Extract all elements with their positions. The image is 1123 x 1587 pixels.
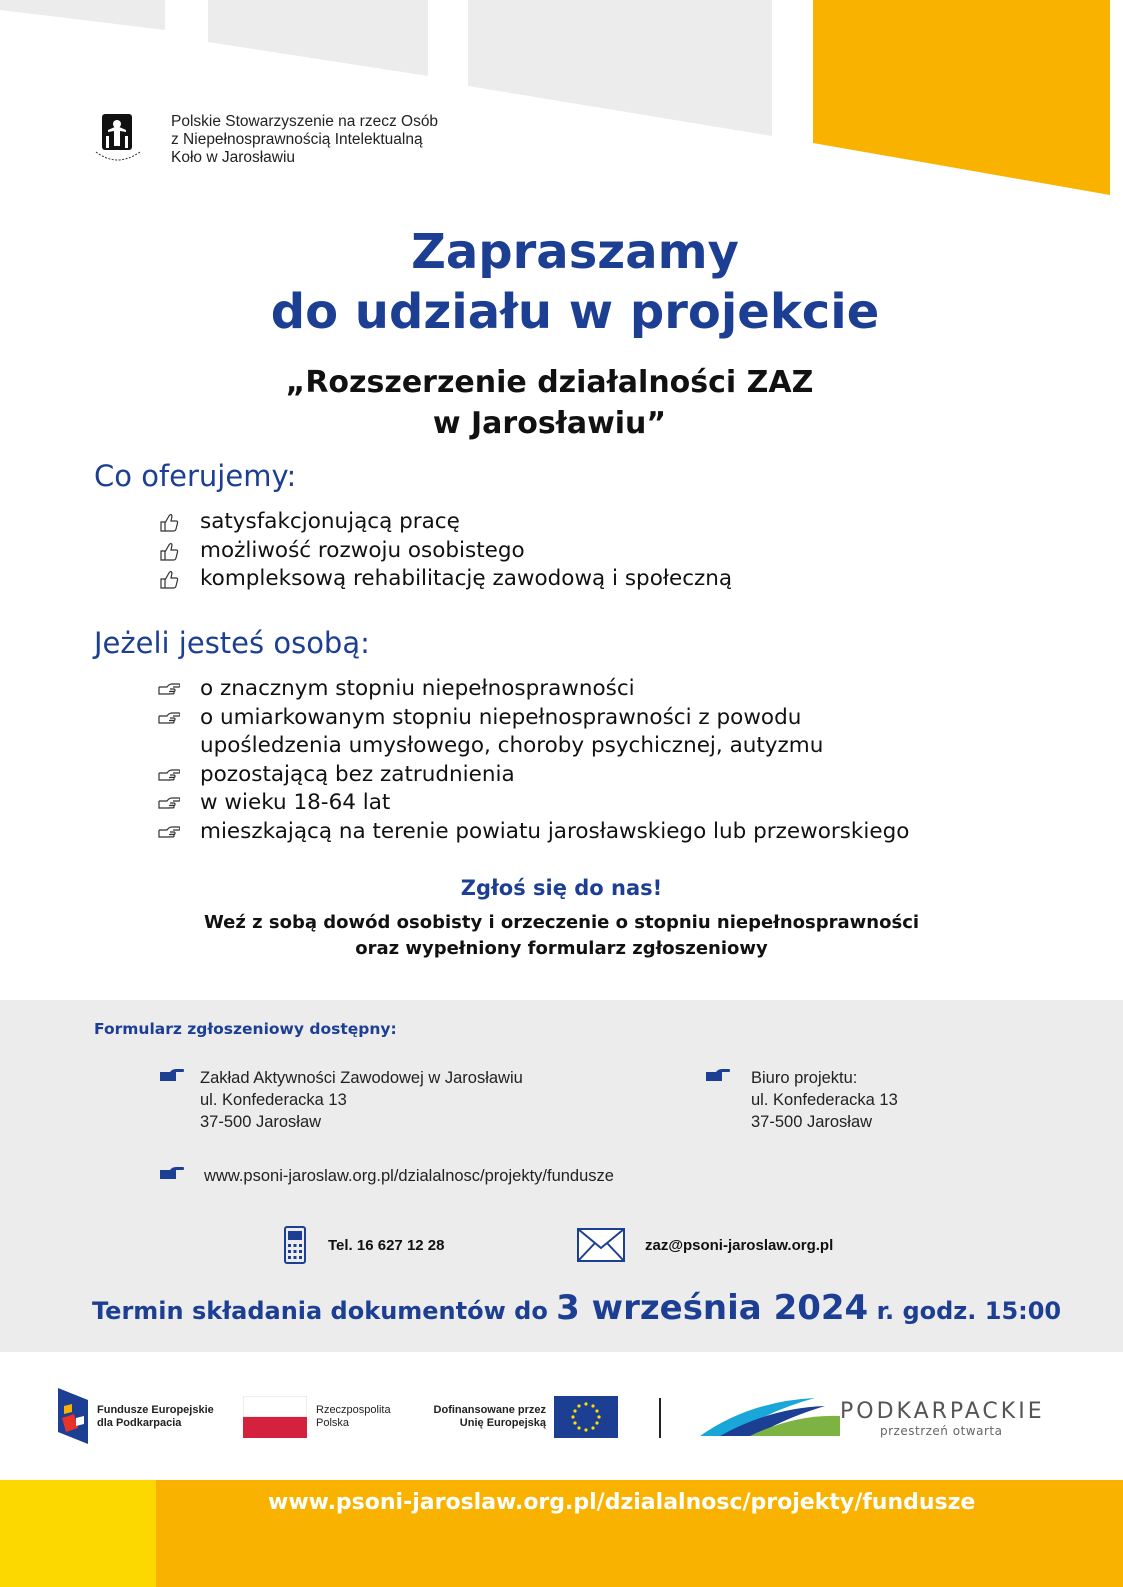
eligibility-list xyxy=(158,675,909,847)
list-item: możliwość rozwoju osobistego xyxy=(158,537,732,566)
phone-number: Tel. 16 627 12 28 xyxy=(328,1237,445,1254)
form-availability-heading: Formularz zgłoszeniowy dostępny: xyxy=(94,1020,397,1038)
podkarpackie-tagline: przestrzeń otwarta xyxy=(880,1424,1003,1438)
list-item: kompleksową rehabilitację zawodową i społeczną xyxy=(158,565,732,594)
page-title: Zapraszamy do udziału w projekcie xyxy=(270,224,880,340)
thumbs-up-icon xyxy=(158,537,180,565)
footer-bar xyxy=(0,1480,1123,1587)
logo-divider xyxy=(659,1398,661,1438)
offer-heading: Co oferujemy: xyxy=(94,459,297,493)
eu-flag-icon xyxy=(554,1396,618,1438)
mobile-phone-icon xyxy=(284,1226,306,1264)
list-item: satysfakcjonującą pracę xyxy=(158,508,732,537)
list-item: pozostającą bez zatrudnienia xyxy=(158,761,909,790)
podkarpackie-name: PODKARPACKIE xyxy=(840,1399,1045,1424)
pointing-hand-icon xyxy=(158,675,180,703)
polish-flag-icon xyxy=(243,1396,307,1438)
rzeczpospolita-label: Rzeczpospolita Polska xyxy=(316,1404,391,1429)
thumbs-up-icon xyxy=(158,565,180,593)
pointing-hand-icon xyxy=(158,704,180,732)
cta-instructions: Weź z sobą dowód osobisty i orzeczenie o stopniu niepełnosprawności oraz wypełniony formularz zgłoszeniowy xyxy=(203,912,920,959)
pointing-hand-icon xyxy=(160,1069,184,1083)
pointing-hand-icon xyxy=(706,1069,730,1083)
pointing-hand-icon xyxy=(158,761,180,789)
deadline: Termin składania dokumentów do 3 września 2024 r. godz. 15:00 xyxy=(92,1288,1062,1328)
thumbs-up-icon xyxy=(158,508,180,536)
envelope-icon xyxy=(577,1228,625,1262)
footer-stripe xyxy=(0,1480,156,1587)
top-decoration xyxy=(0,0,1123,200)
list-item: mieszkającą na terenie powiatu jarosławskiego lub przeworskiego xyxy=(158,818,909,847)
cta-heading: Zgłoś się do nas! xyxy=(460,876,663,900)
project-name: „Rozszerzenie działalności ZAZ w Jarosławiu” xyxy=(285,365,814,441)
psoni-logo-icon xyxy=(92,112,144,170)
list-item: o znacznym stopniu niepełnosprawności xyxy=(158,675,909,704)
eligibility-heading: Jeżeli jesteś osobą: xyxy=(94,626,370,660)
pointing-hand-icon xyxy=(158,818,180,846)
list-item: w wieku 18-64 lat xyxy=(158,789,909,818)
eu-funding-label: Dofinansowane przez Unię Europejską xyxy=(433,1404,546,1429)
organization-name: Polskie Stowarzyszenie na rzecz Osób z Niepełnosprawnością Intelektualną Koło w Jarosławiu xyxy=(171,113,439,166)
email-link[interactable]: zaz@psoni-jaroslaw.org.pl xyxy=(645,1237,834,1254)
offer-list xyxy=(158,508,732,594)
fundusze-europejskie-label: Fundusze Europejskie dla Podkarpacia xyxy=(97,1404,214,1429)
pointing-hand-icon xyxy=(160,1167,184,1181)
address-project-office: Biuro projektu: ul. Konfederacka 13 37-500 Jarosław xyxy=(751,1069,898,1131)
podkarpackie-logo-icon xyxy=(700,1396,840,1438)
list-item: o umiarkowanym stopniu niepełnosprawności z powodu upośledzenia umysłowego, choroby psychicznej, autyzmu xyxy=(158,704,909,761)
address-zaz: Zakład Aktywności Zawodowej w Jarosławiu ul. Konfederacka 13 37-500 Jarosław xyxy=(200,1069,523,1131)
footer-url-link[interactable]: www.psoni-jaroslaw.org.pl/dzialalnosc/projekty/fundusze xyxy=(268,1490,976,1515)
fundusze-europejskie-logo-icon xyxy=(58,1388,88,1444)
form-url-link[interactable]: www.psoni-jaroslaw.org.pl/dzialalnosc/projekty/fundusze xyxy=(204,1167,614,1185)
pointing-hand-icon xyxy=(158,789,180,817)
